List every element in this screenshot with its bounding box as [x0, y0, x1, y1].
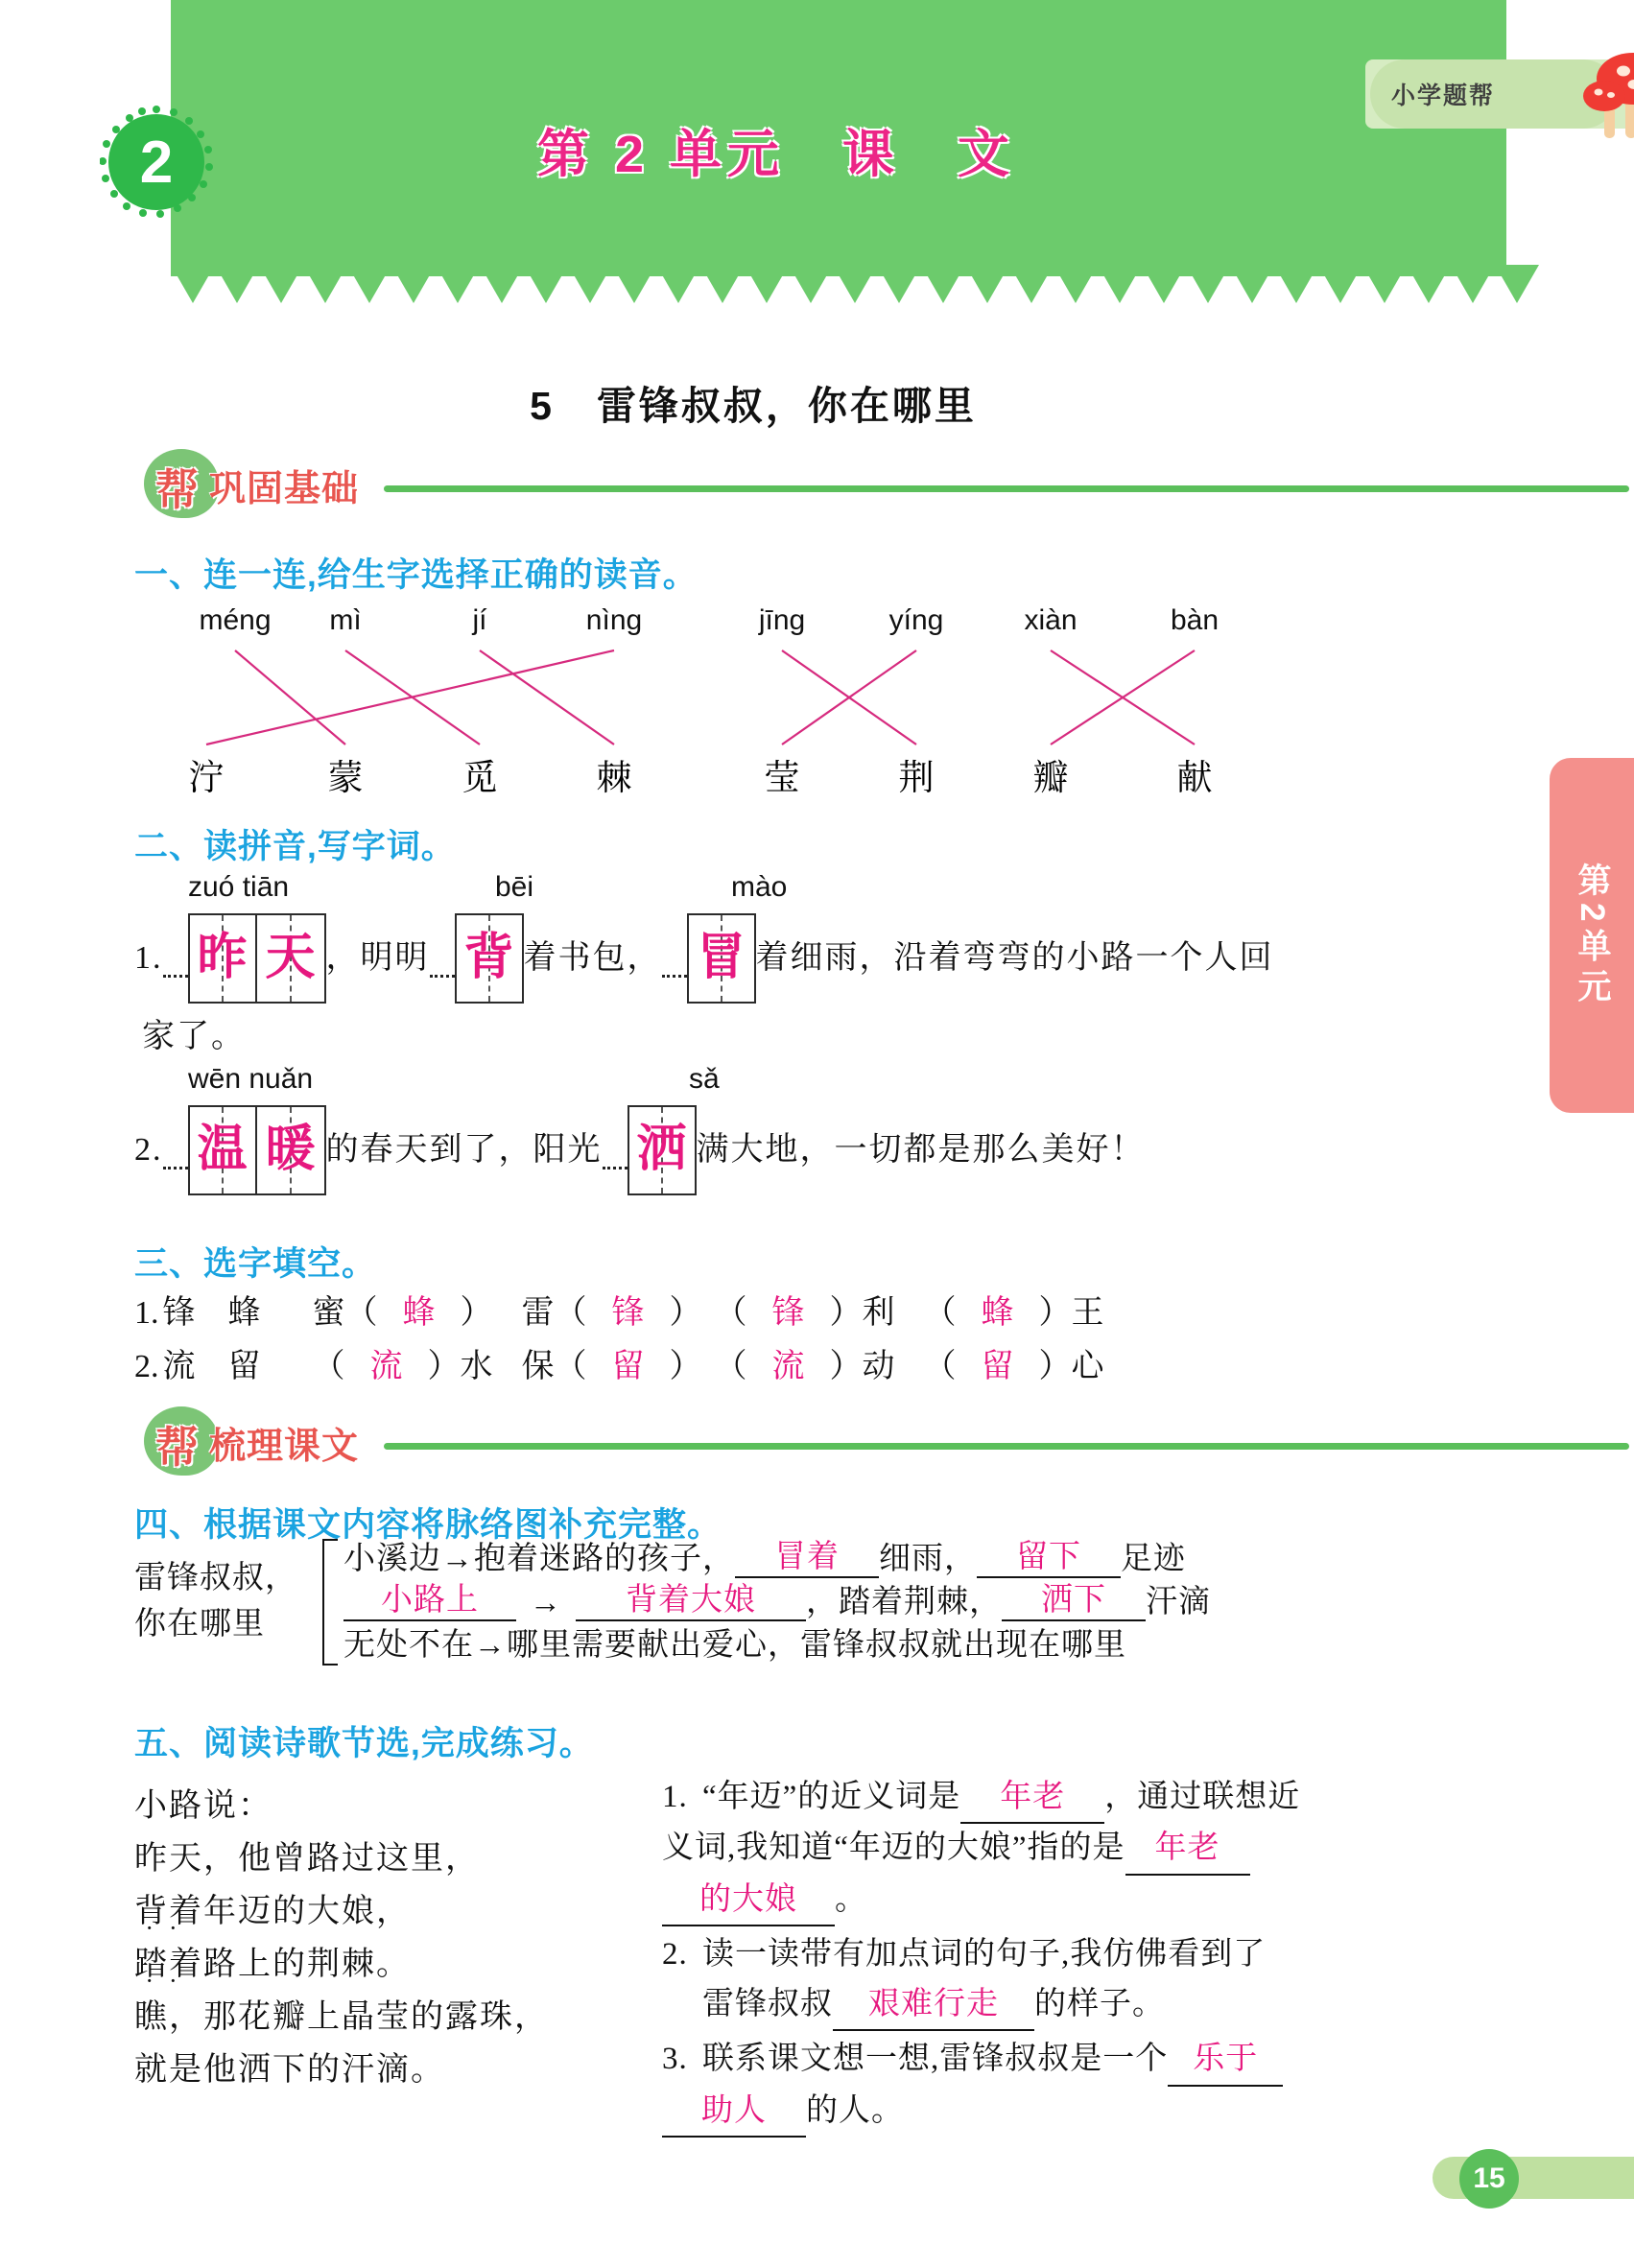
emphasis-dotted-word: 背着 ·· [134, 1894, 203, 1929]
q1-part3: 义词,我知道“年迈的大娘”指的是 [662, 1831, 1125, 1866]
banner-tooth [877, 265, 921, 303]
answer-char: 昨 [197, 931, 248, 986]
section-rule [384, 1443, 1629, 1450]
tianzige-group-wennuan [188, 1105, 326, 1195]
banner-tooth [965, 265, 1009, 303]
ex3-blank-answer[interactable]: 流 [369, 1349, 403, 1384]
question-heading-1: 一、连一连,给生字选择正确的读音。 [134, 556, 698, 594]
match-line[interactable] [235, 650, 345, 744]
banner-tooth [436, 265, 480, 303]
ex3-blank-before: （ [923, 1349, 957, 1384]
ex3-blank-group [924, 1349, 1104, 1384]
pinyin-option[interactable]: nìng [585, 604, 643, 636]
tianzige-cell[interactable] [257, 913, 326, 1004]
hanzi-option[interactable]: 荆 [898, 759, 935, 798]
pinyin-hint-bei: bēi [495, 871, 534, 903]
ex3-blank-group [924, 1295, 1104, 1331]
tianzige-group-bei [455, 913, 524, 1004]
tianzige-group-zuotian [188, 913, 326, 1004]
q1-answer-1[interactable]: 年老 [960, 1773, 1104, 1824]
item-number: 1. [134, 940, 163, 977]
ex3-blank-before: 雷（ [521, 1295, 587, 1331]
ex3-blank-answer[interactable]: 留 [611, 1349, 645, 1384]
row2-tail: 汗滴 [1146, 1585, 1211, 1619]
answer-char: 温 [197, 1122, 248, 1178]
pinyin-hint-wennuan: wēn nuǎn [188, 1063, 314, 1095]
section-label: 梳理课文 [209, 1427, 360, 1467]
brand-label: 小学题帮 [1391, 83, 1496, 109]
q1-number: 1. [662, 1780, 688, 1814]
ex2-item-1-wrap: 家了。 [142, 1019, 246, 1054]
match-line[interactable] [480, 650, 614, 744]
writing-guide-dash [662, 939, 687, 978]
q3-answer-2[interactable]: 助人 [662, 2087, 806, 2138]
banner-tooth [480, 265, 524, 303]
hanzi-option[interactable]: 瓣 [1032, 759, 1069, 798]
tianzige-cell[interactable] [188, 913, 257, 1004]
answer-char: 天 [265, 931, 316, 986]
banner-tooth [215, 265, 259, 303]
row3-text: 无处不在→哪里需要献出爱心，雷锋叔叔就出现在哪里 [343, 1628, 1126, 1663]
ex3-blank-before: （ [312, 1349, 345, 1384]
banner-tooth [1009, 265, 1054, 303]
banner-tooth [1054, 265, 1098, 303]
tianzige-cell[interactable] [628, 1105, 697, 1195]
banner-tooth [656, 265, 700, 303]
ex3-blank-after: ）心 [1038, 1349, 1104, 1384]
row2-answer-2[interactable]: 背着大娘 [576, 1574, 806, 1621]
side-tab-label: 第2单元 [1574, 862, 1611, 1009]
page-number: 15 [1459, 2149, 1519, 2209]
mushroom-icon [1545, 38, 1634, 144]
row2-answer-3[interactable]: 洒下 [1002, 1574, 1146, 1621]
writing-guide-dash [603, 1131, 628, 1169]
ex3-blank-after: ） [669, 1295, 702, 1331]
pinyin-hint-mao: mào [731, 871, 788, 903]
q3-part1: 联系课文想一想,雷锋叔叔是一个 [702, 2042, 1169, 2077]
q2-answer-1[interactable]: 艰难行走 [833, 1980, 1034, 2031]
hanzi-option[interactable]: 棘 [596, 759, 632, 798]
pinyin-option[interactable]: jīng [758, 604, 806, 636]
ex3-blank-group [731, 1295, 895, 1331]
banner-tooth [524, 265, 568, 303]
ex3-blank-answer[interactable]: 蜂 [402, 1295, 436, 1331]
row2-arrow: → [530, 1586, 562, 1620]
diagram-left-label [134, 1556, 317, 1648]
banner-tooth [259, 265, 303, 303]
pinyin-hint-zuotian: zuó tiān [188, 871, 290, 903]
ex3-blank-answer[interactable]: 蜂 [981, 1295, 1014, 1331]
tianzige-cell[interactable] [687, 913, 756, 1004]
banner-tooth [347, 265, 391, 303]
banner-tooth [1098, 265, 1142, 303]
row1-answer-2[interactable]: 留下 [977, 1531, 1121, 1578]
tianzige-cell[interactable] [257, 1105, 326, 1195]
question-heading-4: 四、根据课文内容将脉络图补充完整。 [134, 1506, 722, 1544]
diagram-row-3 [343, 1621, 1476, 1665]
q1-part4: 。 [835, 1881, 867, 1917]
poem-line-rest: 路上的荆棘。 [203, 1947, 411, 1983]
ex3-blank-before: （ [730, 1295, 747, 1331]
q3-part2: 的人。 [806, 2092, 904, 2128]
diagram-row-2 [343, 1578, 1476, 1621]
diagram-left-line-2: 你在哪里 [134, 1606, 265, 1642]
section-rule [384, 485, 1629, 492]
pinyin-option[interactable]: yíng [888, 604, 944, 636]
q3-number: 3. [662, 2042, 688, 2077]
ex2-item-2 [134, 1105, 1146, 1195]
ex3-blank-group [313, 1295, 493, 1331]
banner-tooth [1495, 265, 1539, 303]
poem-line: 小路说： [134, 1788, 272, 1824]
section-header-review [144, 1410, 1487, 1472]
ex3-row-2 [134, 1339, 1133, 1386]
ex3-blank-after: ） [460, 1295, 493, 1331]
tianzige-group-mao [687, 913, 756, 1004]
pinyin-option[interactable]: mì [329, 604, 362, 636]
q2-part3: 的样子。 [1034, 1986, 1165, 2021]
question-item-2 [662, 1930, 1487, 2031]
ex3-blank-before: 保（ [521, 1349, 587, 1384]
section-bang-label: 帮 [155, 465, 200, 514]
poem-line [134, 1938, 633, 1991]
banner-tooth [1274, 265, 1318, 303]
item-number: 2. [134, 1132, 163, 1169]
hanzi-option[interactable]: 蒙 [327, 759, 364, 798]
banner-tooth [568, 265, 612, 303]
emphasis-dotted-word: 踏着 ·· [134, 1947, 203, 1982]
row1-pre: 小溪边→抱着迷路的孩子， [343, 1542, 735, 1576]
question-item-1 [662, 1773, 1487, 1926]
unit-number: 2 [108, 114, 204, 210]
q1-part1: “年迈”的近义词是 [702, 1780, 961, 1814]
banner-tooth [303, 265, 347, 303]
banner-tooth [1230, 265, 1274, 303]
sentence-fragment: 满大地，一切都是那么美好！ [696, 1132, 1146, 1169]
ex3-blank-answer[interactable]: 流 [771, 1349, 805, 1384]
row1-answer-1[interactable]: 冒着 [735, 1531, 879, 1578]
row2-answer-1[interactable]: 小路上 [343, 1574, 516, 1621]
ex3-blank-after: ）动 [829, 1349, 895, 1384]
writing-guide-dash [430, 939, 455, 978]
page-title: 5 雷锋叔叔，你在哪里 [530, 384, 977, 428]
banner-tooth [1186, 265, 1230, 303]
ex3-item-number: 2. [134, 1349, 159, 1384]
poem-line: 瞧，那花瓣上晶莹的露珠， [134, 1999, 549, 2036]
banner-zigzag-edge [171, 265, 1506, 303]
question-heading-5: 五、阅读诗歌节选,完成练习。 [134, 1725, 594, 1762]
ex3-blank-after: ） [669, 1349, 702, 1384]
banner-tooth [1407, 265, 1451, 303]
tianzige-group-sa [628, 1105, 697, 1195]
ex2-item-1 [134, 913, 1274, 1004]
diagram-rows [343, 1535, 1476, 1665]
ex3-blank-before: （ [730, 1349, 747, 1384]
poem-excerpt [134, 1780, 633, 2096]
unit-number-badge [100, 106, 213, 219]
poem-line: 就是他洒下的汗滴。 [134, 2052, 445, 2089]
ex3-item-number: 1. [134, 1295, 159, 1331]
question-heading-3: 三、选字填空。 [134, 1245, 377, 1283]
pinyin-hint-sa: sǎ [689, 1063, 720, 1095]
ex3-blank-answer[interactable]: 锋 [771, 1295, 805, 1331]
ex3-row-1 [134, 1286, 1133, 1333]
pinyin-option[interactable]: jí [472, 604, 487, 636]
answer-char: 背 [463, 931, 514, 986]
banner-tooth [1362, 265, 1407, 303]
banner-tooth [833, 265, 877, 303]
ex3-blank-after: ）王 [1038, 1295, 1104, 1331]
q2-number: 2. [662, 1937, 688, 1973]
ex3-blank-after: ）水 [427, 1349, 493, 1384]
q2-part2: 雷锋叔叔 [702, 1986, 833, 2021]
diagram-brace [322, 1539, 338, 1666]
answer-char: 洒 [636, 1122, 687, 1178]
pinyin-option[interactable]: bàn [1170, 604, 1220, 636]
banner-tooth [1451, 265, 1495, 303]
ex3-blank-group [313, 1349, 493, 1384]
tianzige-cell[interactable] [188, 1105, 257, 1195]
matching-exercise [0, 604, 1506, 796]
banner-tooth [171, 265, 215, 303]
answer-char: 冒 [696, 931, 746, 986]
row1-post: 足迹 [1121, 1542, 1186, 1576]
writing-guide-dash [163, 939, 188, 978]
ex3-blank-answer[interactable]: 锋 [611, 1295, 645, 1331]
banner-tooth [921, 265, 965, 303]
row1-mid: 细雨， [879, 1542, 977, 1576]
tianzige-cell[interactable] [455, 913, 524, 1004]
sentence-fragment: 的春天到了，阳光 [325, 1132, 603, 1169]
sentence-fragment: 着细雨，沿着弯弯的小路一个人回 [755, 940, 1274, 977]
ex3-blank-before: 蜜（ [312, 1295, 378, 1331]
sentence-fragment: 着书包， [523, 940, 662, 977]
hanzi-option[interactable]: 莹 [764, 759, 800, 798]
ex3-blank-group [731, 1349, 895, 1384]
banner-tooth [1142, 265, 1186, 303]
ex3-choice-chars: 锋 蜂 [162, 1295, 261, 1331]
hanzi-option[interactable]: 泞 [188, 759, 225, 798]
ex3-choice-chars: 流 留 [162, 1349, 261, 1384]
diagram-left-line-1: 雷锋叔叔， [134, 1561, 297, 1595]
q3-answer-1[interactable]: 乐于 [1168, 2035, 1283, 2086]
q2-part1: 读一读带有加点词的句子,我仿佛看到了 [702, 1937, 1267, 1973]
sentence-fragment: ，明明 [325, 940, 430, 977]
poem-line [134, 1885, 633, 1938]
section-label: 巩固基础 [209, 469, 360, 509]
ex3-blank-group [522, 1349, 702, 1384]
ex3-blank-after: ）利 [829, 1295, 895, 1331]
banner-tooth [745, 265, 789, 303]
row2-post: ，踏着荆棘， [806, 1585, 1002, 1619]
section-header-basics [144, 453, 1487, 514]
unit-side-tab [1550, 758, 1634, 1113]
ex3-blank-before: （ [923, 1295, 957, 1331]
poem-line: 昨天，他曾路过这里， [134, 1841, 480, 1878]
unit-title: 第 2 单元 课 文 [537, 126, 1016, 183]
banner-tooth [1318, 265, 1362, 303]
writing-guide-dash [163, 1131, 188, 1169]
banner-tooth [789, 265, 833, 303]
ex3-blank-group [522, 1295, 702, 1331]
diagram-row-1 [343, 1535, 1476, 1578]
banner-tooth [612, 265, 656, 303]
match-line[interactable] [206, 650, 614, 744]
answer-char: 暖 [265, 1122, 316, 1178]
banner-tooth [700, 265, 745, 303]
q1-part2: ，通过联想近 [1104, 1780, 1301, 1814]
hanzi-option[interactable]: 觅 [462, 759, 498, 798]
question-item-3 [662, 2035, 1487, 2138]
ex3-blank-answer[interactable]: 留 [981, 1349, 1014, 1384]
q1-answer-2[interactable]: 年老 [1125, 1824, 1250, 1875]
banner-tooth [391, 265, 436, 303]
question-heading-2: 二、读拼音,写字词。 [134, 828, 456, 865]
poem-line-rest: 年迈的大娘， [203, 1894, 411, 1930]
hanzi-option[interactable]: 献 [1176, 759, 1213, 798]
pinyin-option[interactable]: xiàn [1024, 604, 1077, 636]
pinyin-option[interactable]: méng [199, 604, 272, 636]
q1-answer-3[interactable]: 的大娘 [662, 1876, 835, 1926]
comprehension-questions [662, 1773, 1487, 2141]
section-bang-label: 帮 [155, 1423, 200, 1472]
